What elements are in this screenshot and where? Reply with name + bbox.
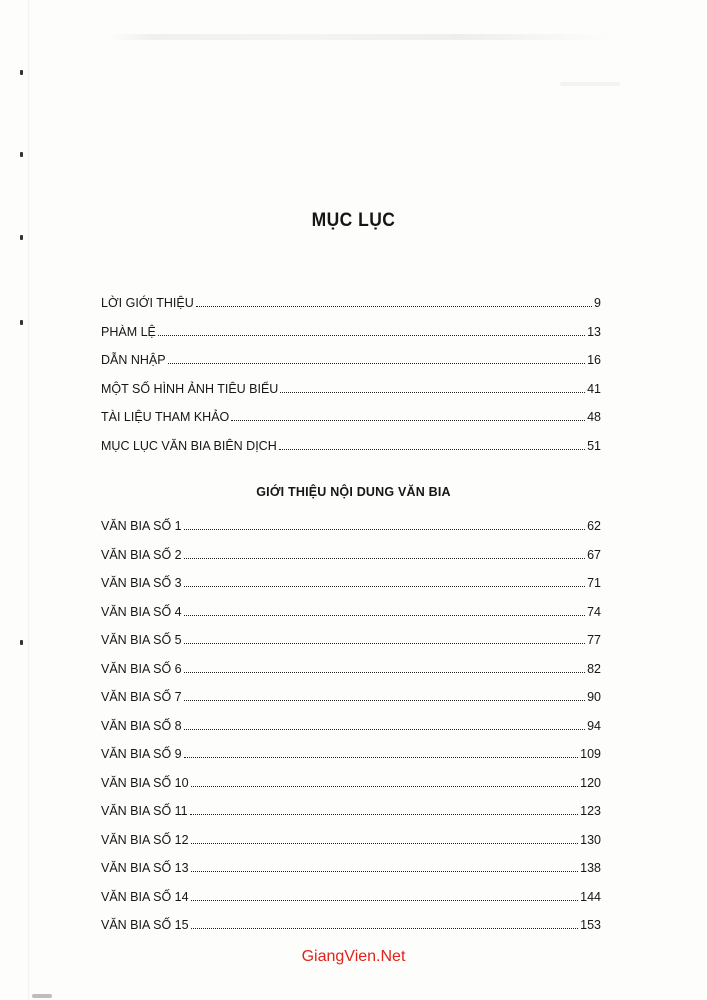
toc-entry-page-number: 109 [580,747,601,761]
toc-entry[interactable] [101,711,601,733]
toc-entry[interactable] [101,882,601,904]
toc-leader-dots [191,786,579,787]
toc-entry-page-number: 13 [587,324,601,339]
toc-leader-dots [280,392,585,393]
toc-leader-dots [184,558,586,559]
toc-entry[interactable] [101,431,601,453]
toc-entry-label: LỜI GIỚI THIỆU [101,296,194,310]
toc-leader-dots [231,420,585,421]
toc-entry[interactable] [101,288,601,310]
scan-corner-mark [32,994,52,998]
toc-leader-dots [158,335,585,336]
toc-entry-label: TÀI LIỆU THAM KHẢO [101,410,230,424]
toc-entry-label: VĂN BIA SỐ 1 [101,519,182,533]
toc-entry-page-number: 144 [580,889,601,904]
toc-leader-dots [184,529,586,530]
toc-entry-label: VĂN BIA SỐ 11 [101,804,188,818]
toc-entry-page-number: 16 [587,353,601,367]
toc-entry[interactable] [101,345,601,367]
toc-entry[interactable] [101,568,601,590]
toc-leader-dots [184,643,586,644]
toc-entry[interactable] [101,853,601,875]
toc-entry[interactable] [101,317,601,339]
toc-leader-dots [191,843,579,844]
toc-entry-page-number: 62 [587,519,601,533]
section-heading: GIỚI THIỆU NỘI DUNG VĂN BIA [256,485,451,499]
toc-leader-dots [184,672,586,673]
toc-entry-page-number: 130 [580,832,601,847]
toc-leader-dots [191,928,579,929]
toc-entry-label: VĂN BIA SỐ 9 [101,747,182,761]
toc-entry-label: VĂN BIA SỐ 7 [101,690,182,704]
toc-entry[interactable] [101,682,601,704]
toc-leader-dots [184,615,586,616]
toc-entry[interactable] [101,374,601,396]
toc-entry-label: VĂN BIA SỐ 12 [101,832,189,847]
toc-entry-page-number: 123 [580,804,601,818]
toc-entry-label: VĂN BIA SỐ 3 [101,576,182,590]
toc-leader-dots [184,586,586,587]
toc-entry-label: VĂN BIA SỐ 4 [101,604,182,619]
toc-leader-dots [279,449,585,450]
toc-entry[interactable] [101,402,601,424]
toc-entry-page-number: 71 [587,576,601,590]
toc-entry-label: VĂN BIA SỐ 5 [101,633,182,647]
toc-entry-label: VĂN BIA SỐ 13 [101,861,189,875]
toc-entry[interactable] [101,625,601,647]
toc-entry-label: VĂN BIA SỐ 6 [101,661,182,676]
toc-entry-label: VĂN BIA SỐ 2 [101,547,182,562]
toc-entry[interactable] [101,825,601,847]
toc-entry-label: DẪN NHẬP [101,353,166,367]
toc-entry-page-number: 41 [587,381,601,396]
toc-entry-label: MỘT SỐ HÌNH ẢNH TIÊU BIỂU [101,381,279,396]
toc-leader-dots [184,729,586,730]
binding-mark [20,320,23,325]
toc-entry[interactable] [101,597,601,619]
toc-entry-label: PHÀM LỆ [101,324,156,339]
toc-entry-label: VĂN BIA SỐ 15 [101,918,189,932]
toc-entry-page-number: 138 [580,861,601,875]
toc-entry-label: VĂN BIA SỐ 14 [101,889,189,904]
binding-mark [20,70,23,75]
toc-entry-page-number: 153 [580,918,601,932]
toc-leader-dots [168,363,586,364]
toc-entry-page-number: 90 [587,690,601,704]
toc-leader-dots [196,306,592,307]
toc-leader-dots [191,900,579,901]
toc-entry[interactable] [101,768,601,790]
toc-entry-label: VĂN BIA SỐ 10 [101,775,189,790]
watermark-text[interactable]: GiangVien.Net [301,948,406,965]
toc-entry-page-number: 9 [594,296,601,310]
page-title: MỤC LỤC [311,210,396,231]
toc-entry[interactable] [101,511,601,533]
toc-entry-page-number: 94 [587,718,601,733]
toc-entry-page-number: 82 [587,661,601,676]
toc-entry-page-number: 74 [587,604,601,619]
toc-leader-dots [191,871,579,872]
bleed-through-text [110,34,610,40]
toc-entry-page-number: 120 [580,775,601,790]
toc-entry[interactable] [101,796,601,818]
page-edge-shadow [28,0,29,1000]
toc-leader-dots [190,814,579,815]
binding-mark [20,640,23,645]
toc-entry[interactable] [101,910,601,932]
toc-entry-page-number: 48 [587,410,601,424]
toc-entry-page-number: 51 [587,438,601,453]
toc-entry-label: MỤC LỤC VĂN BIA BIÊN DỊCH [101,438,277,453]
binding-mark [20,152,23,157]
toc-entry[interactable] [101,654,601,676]
toc-entry[interactable] [101,540,601,562]
bleed-through-text [560,82,620,86]
toc-entry-page-number: 77 [587,633,601,647]
binding-mark [20,235,23,240]
toc-entry-page-number: 67 [587,547,601,562]
toc-leader-dots [184,757,579,758]
toc-entry-label: VĂN BIA SỐ 8 [101,718,182,733]
toc-leader-dots [184,700,586,701]
toc-entry[interactable] [101,739,601,761]
